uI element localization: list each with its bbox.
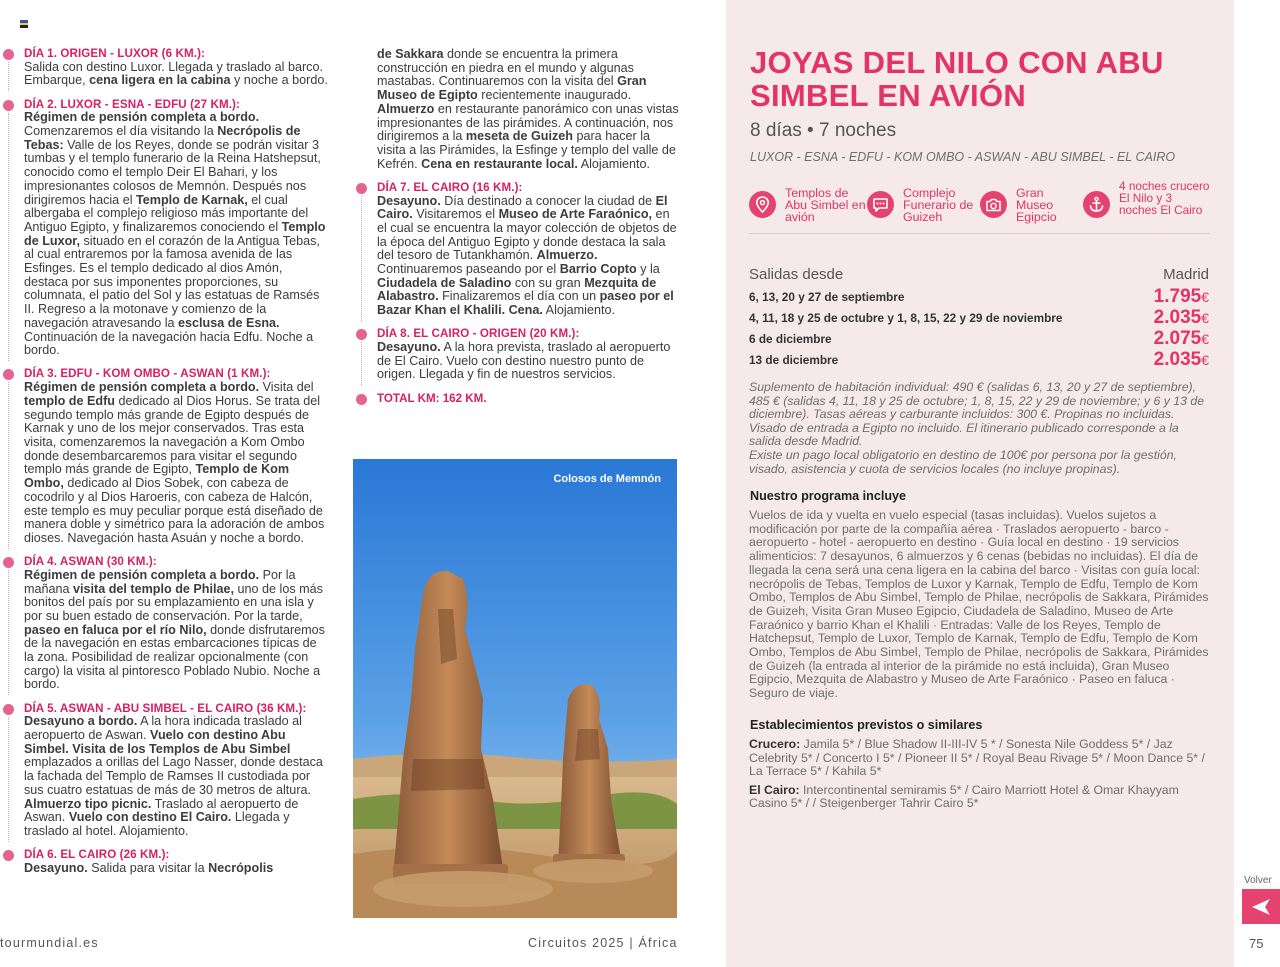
itinerary-day-6 (24, 848, 328, 875)
itinerary-day-1 (24, 47, 328, 88)
price-row (749, 349, 1209, 370)
footer-website[interactable]: tourmundial.es (0, 936, 99, 950)
back-label: Volver (1244, 875, 1272, 886)
flag-icon (20, 20, 28, 28)
day-title: DÍA 1. ORIGEN - LUXOR (6 KM.): (24, 47, 205, 60)
day-title: DÍA 5. ASWAN - ABU SIMBEL - EL CAIRO (36 KM.): (24, 701, 307, 715)
anchor-icon (1083, 191, 1110, 218)
cairo-hotels: El Cairo: Intercontinental semiramis 5* / Cairo Marriott Hotel & Omar Khayyam Casino 5* / / Steigenberger Tahrir Cairo 5* (749, 782, 1179, 811)
feature-label: 4 noches crucero El Nilo y 3 noches El Cairo (1119, 179, 1210, 217)
feature-label: Templos de Abu Simbel en avión (785, 186, 866, 224)
itinerary-day-3 (24, 367, 328, 545)
day-text: Desayuno a bordo. A la hora indicada traslado al aeropuerto de Aswan. Vuelo con destino Abu Simbel. Visita de los Templos de Abu Simbel emplazados a orillas del Lago Nasser, donde destaca la fachada del Templo de Ramses II custodiada por sus cuatro estatuas de más de 30 metros de altura. Almuerzo tipo picnic. Traslado al aeropuerto de Aswan. Vuelo con destino El Cairo. Llegada y traslado al hotel. Alojamiento. (24, 714, 323, 838)
back-button[interactable] (1242, 889, 1280, 924)
speech-bubble-icon (867, 191, 894, 218)
day-title: DÍA 8. EL CAIRO - ORIGEN (20 KM.): (377, 327, 580, 341)
price-value: 2.035€ (1153, 348, 1209, 370)
departure-city: Madrid (1163, 266, 1209, 283)
itinerary-column-2 (377, 48, 679, 415)
trip-duration: 8 días • 7 noches (750, 120, 897, 141)
page-number: 75 (1249, 936, 1264, 951)
price-notes (749, 381, 1211, 476)
day-6-continuation: de Sakkara donde se encuentra la primera construcción en piedra en el mundo y algunas mastabas. Continuaremos con la visita del Gran Museo de Egipto recientemente inaugurado. Almuerzo en restaurante panorámico con unas vistas impresionantes de las pirámides. A continuación, nos dirigiremos a la meseta de Guizeh para hacer la visita a las Pirámides, la Esfinge y templo del valle de Kefrén. Cena en restaurante local. Alojamiento. (377, 47, 679, 171)
day-title: DÍA 2. LUXOR - ESNA - EDFU (27 KM.): (24, 97, 240, 111)
feature-museum (980, 181, 1083, 233)
price-value: 2.075€ (1153, 327, 1209, 349)
supplement-note: Suplemento de habitación individual: 490 € (salidas 6, 13, 20 y 27 de septiembre), 485 € (salidas 4, 11, 18 y 25 de octubre; 1, 8, 15, 22 y 29 de noviembre; y 6 y 13 de diciembre). Tasas aéreas y carburante incluidos: 300 €. Propinas no incluidas. Visado de entrada a Egipto no incluido. El itinerario publicado corresponde a la salida desde Madrid. (749, 380, 1205, 449)
day-text: Salida con destino Luxor. Llegada y traslado al barco. Embarque, cena ligera en la cabina y noche a bordo. (24, 59, 328, 88)
feature-highlights (749, 181, 1210, 234)
includes-text: Vuelos de ida y vuelta en vuelo especial (tasas incluidas). Vuelos sujetos a modificación por parte de la compañía aérea · Traslados aeropuerto - barco - aeropuerto - hotel - aeropuerto en destino · Guía local en destino · 19 servicios alimenticios: 7 desayunos, 6 almuerzos y 6 cenas (bebidas no incluidas). El día de llegada la cena será una cena ligera en la cabina del barco · Visitas con guía local: necrópolis de Tebas, Templos de Luxor y Karnak, Templo de Edfu, Templo de Kom Ombo, Templos de Abu Simbel, Templo de Philae, necrópolis de Sakkara, Pirámides de Guizeh, Visita Gran Museo Egipcio, Ciudadela de Saladino, Museo de Arte Faraónico y barrio Khan el Khalili · Entradas: Valle de los Reyes, Templo de Hatchepsut, Templo de Luxor, Templo de Karnak, Templo de Edfu, Templo de Kom Ombo, Templos de Abu Simbel, Templo de Philae, necrópolis de Sakkara, Pirámides de Guizeh (la entrada al interior de la pirámide no está incluida), Gran Museo Egipcio, Mezquita de Alabastro y Museo de Arte Faraónico · Paseo en faluca · Seguro de viaje. (749, 508, 1209, 701)
establishments-list (749, 738, 1211, 816)
itinerary-day-5 (24, 702, 328, 839)
price-value: 2.035€ (1153, 306, 1209, 328)
trip-title: JOYAS DEL NILO CON ABU SIMBEL EN AVIÓN (750, 45, 1164, 113)
photo-caption: Colosos de Memnón (553, 473, 661, 485)
day-title: DÍA 6. EL CAIRO (26 KM.): (24, 848, 170, 862)
day-text: Régimen de pensión completa a bordo. Por la mañana visita del templo de Philae, uno de los más bonitos del país por su emplazamiento en una isla y por su buen estado de conservación. Por la tarde, paseo en faluca por el río Nilo, donde disfrutaremos de la navegación en estas embarcaciones típicas de la zona. Posibilidad de realizar opcionalmente (con cargo) la visita al pintoresco Poblado Nubio. Noche a bordo. (24, 567, 325, 692)
local-payment-note: Existe un pago local obligatorio en destino de 100€ por persona por la gestión, visado, asistencia y cuota de servicios locales (no incluye propinas). (749, 447, 1177, 476)
includes-heading: Nuestro programa incluye (750, 489, 907, 503)
feature-label: Gran Museo Egipcio (1016, 186, 1057, 224)
trip-summary-panel (726, 0, 1234, 967)
price-row (749, 328, 1209, 349)
price-dates: 6 de diciembre (749, 331, 832, 346)
back-arrow-icon (1251, 898, 1271, 916)
day-text: Régimen de pensión completa a bordo. Visita del templo de Edfu dedicado al Dios Horus. Se trata del segundo templo más grande de Egipto después de Karnak y uno de los mejor conservados. Tras esta visita, comenzaremos la navegación a Kom Ombo donde desembarcaremos para visitar el segundo templo más grande de Egipto, Templo de Kom Ombo, dedicado al Dios Sobek, con cabeza de cocodrilo y al Dios Haroeris, con cabeza de Halcón, este templo es muy peculiar porque está diseñado de manera doble y simétrico para la adoración de ambos dioses. Navegación hasta Asuán y noche a bordo. (24, 380, 325, 545)
departures-label: Salidas desde (749, 266, 844, 283)
itinerary-day-8 (377, 327, 679, 382)
day-text: Desayuno. Día destinado a conocer la ciudad de El Cairo. Visitaremos el Museo de Arte Faraónico, en el cual se encuentra la mayor colección de objetos de la época del Antiguo Egipto y donde destaca la sala del tesoro de Tutankhamón. Almuerzo. Continuaremos paseando por el Barrio Copto y la Ciudadela de Saladino con su gran Mezquita de Alabastro. Finalizaremos el día con un paseo por el Bazar Khan el Khalili. Cena. Alojamiento. (377, 193, 677, 318)
price-table (749, 266, 1209, 370)
itinerary-day-2 (24, 98, 328, 358)
footer-catalog: Circuitos 2025 | África (528, 936, 678, 950)
day-title: DÍA 4. ASWAN (30 KM.): (24, 555, 157, 569)
feature-guizeh (867, 181, 980, 233)
feature-label: Complejo Funerario de Guizeh (903, 186, 974, 224)
itinerary-day-7 (377, 181, 679, 318)
itinerary-total (377, 392, 679, 406)
camera-icon (980, 191, 1007, 218)
price-dates: 4, 11, 18 y 25 de octubre y 1, 8, 15, 22 y 29 de noviembre (749, 310, 1063, 325)
day-text: Desayuno. A la hora prevista, traslado al aeropuerto de El Cairo. Vuelo con destino nuestro punto de origen. Llegada y fin de nuestros servicios. (377, 340, 671, 382)
feature-cruise (1083, 181, 1210, 233)
price-row (749, 286, 1209, 307)
price-row (749, 307, 1209, 328)
price-table-header (749, 266, 1209, 283)
day-text: Desayuno. Salida para visitar la Necrópolis (24, 860, 274, 875)
price-value: 1.795€ (1153, 285, 1209, 307)
colossi-photo (353, 459, 677, 918)
trip-route: LUXOR - ESNA - EDFU - KOM OMBO - ASWAN - ABU SIMBEL - EL CAIRO (750, 150, 1176, 164)
cruise-hotels: Crucero: Jamila 5* / Blue Shadow II-III-IV 5 * / Sonesta Nile Goddess 5* / Jaz Celebrity 5* / Concerto I 5* / Pioneer II 5* / Royal Beau Rivage 5* / Moon Dance 5* / La Terrace 5* / Kahila 5* (749, 737, 1205, 779)
itinerary-column-1 (24, 47, 328, 885)
itinerary-day-4 (24, 555, 328, 692)
feature-abu-simbel (749, 181, 867, 233)
establishments-heading: Establecimientos previstos o similares (750, 718, 983, 732)
location-pin-icon (749, 191, 776, 218)
colossi-illustration (353, 459, 677, 918)
price-dates: 6, 13, 20 y 27 de septiembre (749, 289, 905, 304)
day-title: DÍA 3. EDFU - KOM OMBO - ASWAN (1 KM.): (24, 367, 271, 381)
day-title: DÍA 7. EL CAIRO (16 KM.): (377, 180, 523, 194)
total-km: TOTAL KM: 162 KM. (377, 391, 487, 405)
day-text: Régimen de pensión completa a bordo. Comenzaremos el día visitando la Necrópolis de Tebas: Valle de los Reyes, donde se podrán visitar 3 tumbas y el templo funerario de la Reina Hatshepsut, conocido como el templo Deir El Bahari, y los impresionantes colosos de Memnón. Después nos dirigiremos hacia el Templo de Karnak, el cual albergaba el complejo religioso más importante del Antiguo Egipto, y finalizaremos conociendo el Templo de Luxor, situado en el corazón de la Antigua Tebas, al cual entraremos por la famosa avenida de las Esfinges. Es el templo dedicado al dios Amón, destaca por sus imponentes proporciones, su columnata, el patio del Sol y las estatuas de Ramsés II. Regreso a la motonave y comienzo de la navegación atravesando la esclusa de Esna. Continuación de la navegación hacia Edfu. Noche a bordo. (24, 110, 326, 358)
price-dates: 13 de diciembre (749, 352, 839, 367)
